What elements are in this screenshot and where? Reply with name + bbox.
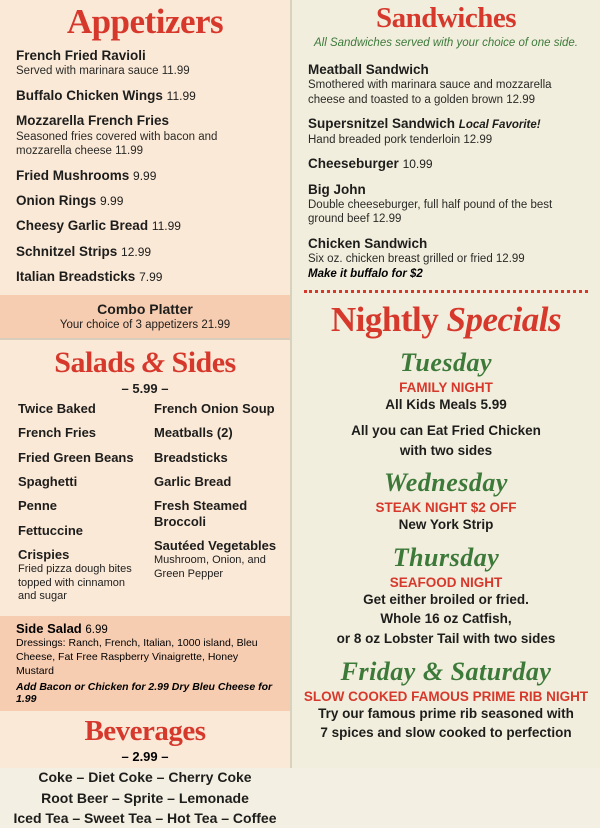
item-name: Crispies <box>18 546 70 562</box>
item-name: Fettuccine <box>18 522 84 538</box>
item-name: Twice Baked <box>18 400 96 416</box>
list-item <box>18 425 142 440</box>
beverages-section <box>0 711 290 828</box>
item-name: Mozzarella French Fries <box>16 113 170 129</box>
nightly-heading-part2: Specials <box>446 299 562 339</box>
item-price: 6.99 <box>85 624 108 637</box>
item-name: Buffalo Chicken Wings <box>16 87 163 103</box>
list-item <box>308 156 586 172</box>
day-line: All you can Eat Fried Chicken <box>351 423 541 439</box>
side-salad-addons: Add Bacon or Chicken for 2.99 Dry Bleu Cheese for 1.99 <box>16 681 273 706</box>
beverages-heading: Beverages <box>84 715 206 748</box>
item-name: Supersnitzel Sandwich <box>308 116 456 132</box>
day-name: Thursday <box>392 542 500 572</box>
item-name: French Fried Ravioli <box>16 48 146 63</box>
item-price: 11.99 <box>151 219 181 234</box>
beverages-line: Coke – Diet Coke – Cherry Coke <box>38 769 252 786</box>
sandwiches-note: All Sandwiches served with your choice of one side. <box>313 37 578 49</box>
beverages-price: – 2.99 – <box>121 749 169 765</box>
item-name: Breadsticks <box>154 449 228 465</box>
item-price: 7.99 <box>139 270 163 285</box>
beverages-line: Root Beer – Sprite – Lemonade <box>41 789 249 806</box>
item-name: Meatballs (2) <box>154 425 233 441</box>
day-line: with two sides <box>399 442 493 458</box>
list-item <box>18 547 142 604</box>
item-name: Sautéed Vegetables <box>154 537 277 553</box>
spacer <box>292 414 600 421</box>
list-item <box>18 523 142 538</box>
salads-right-column <box>154 401 278 613</box>
item-name: Cheeseburger <box>308 156 399 172</box>
list-item <box>16 193 276 209</box>
salads-price: – 5.99 – <box>121 380 169 396</box>
appetizers-list <box>0 42 290 286</box>
day-title: STEAK NIGHT $2 OFF <box>375 500 517 516</box>
item-name: Fried Mushrooms <box>16 167 130 183</box>
item-desc: Mushroom, Onion, and Green Pepper <box>154 554 266 580</box>
item-desc: Smothered with marinara sauce and mozzarella cheese and toasted to a golden brown 12.99 <box>308 79 552 106</box>
salads-section <box>0 340 290 711</box>
combo-title: Combo Platter <box>97 300 193 317</box>
item-desc: Double cheeseburger, full half pound of the best ground beef 12.99 <box>308 199 553 226</box>
item-name: Garlic Bread <box>154 473 232 489</box>
right-column <box>290 0 600 768</box>
item-tag: Local Favorite! <box>458 119 541 132</box>
item-desc: Hand breaded pork tenderloin 12.99 <box>308 133 493 146</box>
item-name: French Onion Soup <box>154 400 275 416</box>
item-name: Schnitzel Strips <box>16 243 118 259</box>
day-title: SEAFOOD NIGHT <box>389 574 503 590</box>
list-item <box>154 474 278 489</box>
item-desc: Served with marinara sauce 11.99 <box>16 65 190 78</box>
list-item <box>154 450 278 465</box>
nightly-heading-part1: Nightly <box>330 299 439 339</box>
ampersand: & <box>141 345 165 379</box>
item-name: Italian Breadsticks <box>16 269 136 285</box>
item-name: French Fries <box>18 425 97 441</box>
salads-columns <box>0 401 290 613</box>
list-item <box>16 218 276 234</box>
day-block-wednesday <box>292 468 600 535</box>
item-extra: Make it buffalo for $2 <box>308 267 423 280</box>
left-column <box>0 0 290 826</box>
item-name: Spaghetti <box>18 473 78 489</box>
day-name: Friday & Saturday <box>340 656 552 686</box>
item-name: Big John <box>308 181 366 197</box>
item-name: Onion Rings <box>16 193 97 208</box>
item-price: 11.99 <box>166 88 196 103</box>
list-item <box>154 401 278 416</box>
day-name: Wednesday <box>384 468 508 498</box>
day-line: All Kids Meals 5.99 <box>385 396 507 412</box>
item-desc: Six oz. chicken breast grilled or fried 12.99 <box>308 253 525 266</box>
list-item <box>18 401 142 416</box>
item-name: Penne <box>18 498 58 514</box>
item-name: Cheesy Garlic Bread <box>16 218 149 234</box>
list-item <box>18 498 142 513</box>
salads-heading-part1: Salads <box>54 345 135 379</box>
list-item <box>18 474 142 489</box>
nightly-specials-heading <box>292 297 600 340</box>
item-desc: Seasoned fries covered with bacon and mozzarella cheese 11.99 <box>16 130 218 158</box>
item-price: 12.99 <box>121 244 152 259</box>
list-item <box>154 425 278 440</box>
day-line: New York Strip <box>398 517 494 533</box>
salads-left-column <box>18 401 142 613</box>
beverages-line: Iced Tea – Sweet Tea – Hot Tea – Coffee <box>13 809 277 826</box>
item-price: 9.99 <box>133 168 157 183</box>
item-price: 9.99 <box>100 194 124 208</box>
list-item <box>308 182 586 227</box>
item-desc: Fried pizza dough bites topped with cinnamon and sugar <box>18 563 132 602</box>
list-item <box>16 168 276 184</box>
side-salad-title <box>16 621 276 636</box>
list-item <box>16 113 276 158</box>
side-salad-dressings: Dressings: Ranch, French, Italian, 1000 island, Bleu Cheese, Fat Free Raspberry Vinaigrette, Honey Mustard <box>16 637 258 677</box>
salads-heading <box>0 342 290 380</box>
list-item <box>308 236 586 281</box>
side-salad-band <box>0 616 290 711</box>
day-block-friday-saturday <box>292 657 600 743</box>
item-name: Chicken Sandwich <box>308 235 428 251</box>
item-name: Fried Green Beans <box>18 449 134 465</box>
list-item <box>16 244 276 260</box>
list-item <box>154 498 278 529</box>
list-item <box>16 88 276 104</box>
salads-heading-part2: Sides <box>171 345 236 379</box>
day-line: or 8 oz Lobster Tail with two sides <box>336 630 556 646</box>
day-block-tuesday <box>292 348 600 461</box>
list-item <box>18 450 142 465</box>
list-item <box>308 116 586 147</box>
day-name: Tuesday <box>399 347 493 377</box>
day-line: Whole 16 oz Catfish, <box>380 611 512 627</box>
sandwiches-list <box>292 56 600 281</box>
day-title: FAMILY NIGHT <box>399 379 493 395</box>
appetizers-heading: Appetizers <box>66 2 224 41</box>
list-item <box>16 48 276 79</box>
item-name: Side Salad <box>16 621 82 637</box>
day-title: SLOW COOKED FAMOUS PRIME RIB NIGHT <box>303 688 589 704</box>
dotted-divider <box>304 290 588 293</box>
list-item <box>154 538 278 581</box>
day-line: Try our famous prime rib seasoned with <box>318 705 574 721</box>
sandwiches-heading: Sandwiches <box>375 2 517 34</box>
day-line: Get either broiled or fried. <box>363 591 529 607</box>
day-block-thursday <box>292 543 600 649</box>
combo-subtitle: Your choice of 3 appetizers 21.99 <box>59 318 231 331</box>
list-item <box>308 62 586 107</box>
combo-platter-band <box>0 295 290 338</box>
item-name: Meatball Sandwich <box>308 62 429 77</box>
day-line: 7 spices and slow cooked to perfection <box>320 725 572 741</box>
item-name: Fresh Steamed Broccoli <box>154 498 248 529</box>
list-item <box>16 269 276 285</box>
item-price: 10.99 <box>402 157 433 172</box>
